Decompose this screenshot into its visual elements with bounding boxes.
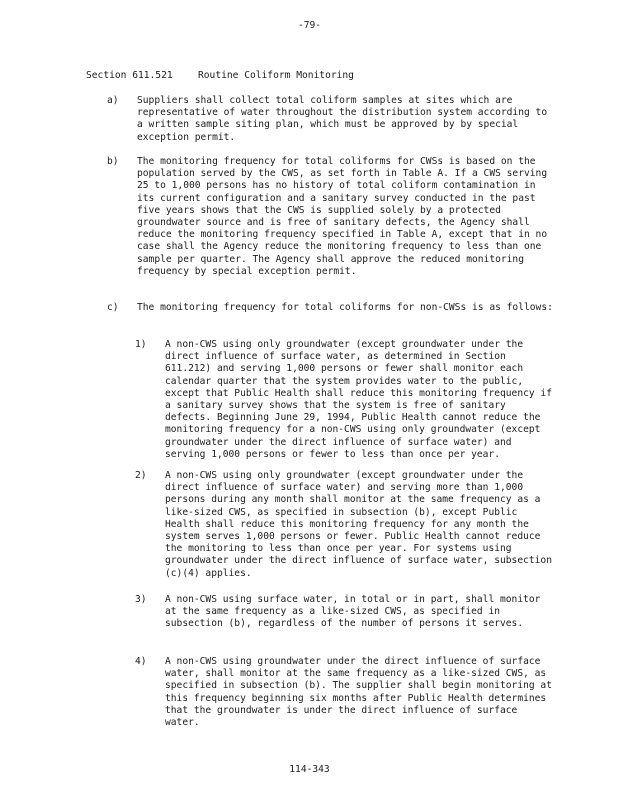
section-heading xyxy=(86,70,354,82)
page-footer: 114-343 xyxy=(289,764,330,775)
list-item-text: A non-CWS using only groundwater (except groundwater under the direct influence of surface water, as determined in Section 611.212) and serving 1,000 persons or fewer shall monitor each calendar quarter that the system provides water to the public, except that Public Health shall reduce this monitoring frequency if a sanitary survey shows that the system is free of sanitary defects. Beginning June 29, 1994, Public Health cannot reduce the monitoring frequency for a non-CWS using only groundwater (except groundwater under the direct influence of surface water) and serving 1,000 persons or fewer to less than once per year. xyxy=(165,339,552,460)
paragraph-label: c) xyxy=(107,302,119,313)
list-item-label: 4) xyxy=(135,656,147,667)
paragraph-text: Suppliers shall collect total coliform samples at sites which are representative of water throughout the distribution system according to a written sample siting plan, which must be approved by by special exception permit. xyxy=(137,95,548,143)
list-item-label: 3) xyxy=(135,594,147,605)
list-item-label: 1) xyxy=(135,339,147,350)
list-item-text: A non-CWS using groundwater under the direct influence of surface water, shall monitor at the same frequency as a like-sized CWS, as specified in subsection (b). The supplier shall begin monitoring at this frequency beginning six months after Public Health determines that the groundwater is under the direct influence of surface water. xyxy=(165,656,552,729)
page-number: -79- xyxy=(297,20,322,31)
list-item-label: 2) xyxy=(135,470,147,481)
list-item-text: A non-CWS using only groundwater (except groundwater under the direct influence of surface water) and serving more than 1,000 persons during any month shall monitor at the same frequency as a like-sized CWS, as specified in subsection (b), except Public Health shall reduce this monitoring frequency for any month the system serves 1,000 persons or fewer. Public Health cannot reduce the monitoring to less than once per year. For systems using groundwater under the direct influence of surface water, subsection (c)(4) applies. xyxy=(165,470,552,579)
paragraph-a xyxy=(107,95,567,144)
list-item-4 xyxy=(135,656,555,729)
paragraph-label: b) xyxy=(107,156,119,167)
paragraph-c xyxy=(107,302,567,314)
paragraph-label: a) xyxy=(107,95,119,106)
list-item-2 xyxy=(135,470,555,580)
list-item-1 xyxy=(135,339,555,461)
paragraph-text: The monitoring frequency for total coliforms for CWSs is based on the population served by the CWS, as set forth in Table A. If a CWS serving 25 to 1,000 persons has no history of total coliform contamination in its current configuration and a sanitary survey conducted in the past five years shows that the CWS is supplied solely by a protected groundwater source and is free of sanitary defects, the Agency shall reduce the monitoring frequency specified in Table A, except that in no case shall the Agency reduce the monitoring frequency to less than one sample per quarter. The Agency shall approve the reduced monitoring frequency by special exception permit. xyxy=(137,156,548,277)
paragraph-text: The monitoring frequency for total coliforms for non-CWSs is as follows: xyxy=(137,302,553,313)
list-item-3 xyxy=(135,594,555,631)
section-title: Routine Coliform Monitoring xyxy=(198,70,354,81)
paragraph-b xyxy=(107,156,567,278)
list-item-text: A non-CWS using surface water, in total or in part, shall monitor at the same frequency as a like-sized CWS, as specified in subsection (b), regardless of the number of persons it serves. xyxy=(165,594,541,630)
section-number: Section 611.521 xyxy=(86,70,173,81)
